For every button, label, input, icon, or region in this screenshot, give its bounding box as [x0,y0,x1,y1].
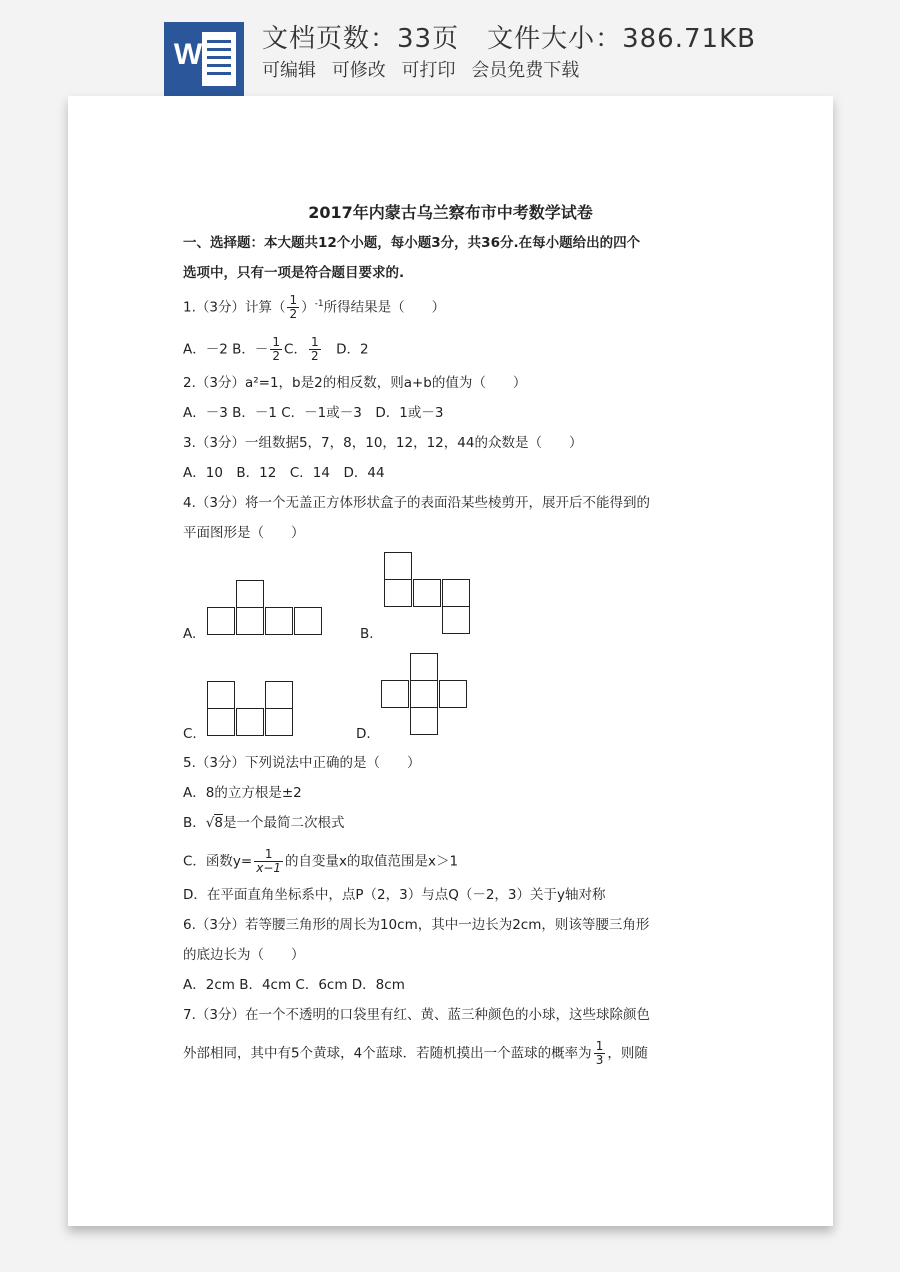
header [0,0,900,96]
question-4-line2: 平面图形是（ ） [183,525,305,541]
question-3-options: A．10 B．12 C．14 D．44 [183,465,385,481]
question-7-line2: 外部相同，其中有5个黄球，4个蓝球．若随机摸出一个蓝球的概率为 $\frac{1}{3}$ ，则随 [183,1039,648,1067]
file-size: 文件大小：386.71KB [487,24,756,54]
figure-d-label: D. [356,726,371,742]
document-lines-icon [202,32,236,86]
figure-a-label: A. [183,626,197,642]
feature-list [262,56,589,82]
feature-modifiable: 可修改 [331,60,386,81]
probability-fraction: $\frac{1}{3}$ [595,1039,604,1067]
question-2-options: A．－3 B．－1 C．－1或－3 D．1或－3 [183,405,444,421]
feature-editable: 可编辑 [262,60,316,81]
file-info [262,18,756,55]
function-fraction: $\frac{1}{x-1}$ [256,847,282,875]
figure-b-label: B. [360,626,374,642]
question-5: 5.（3分）下列说法中正确的是（ ） [183,755,421,771]
section-heading-line1: 一、选择题：本大题共12个小题，每小题3分，共36分.在每小题给出的四个 [183,235,641,251]
question-6-options: A．2cm B．4cm C．6cm D．8cm [183,977,405,993]
question-1: 1.（3分）计算（ $\frac{1}{2}$ ）$^{-1}$所得结果是（ ） [183,293,446,321]
question-6-line2: 的底边长为（ ） [183,947,305,963]
question-3: 3.（3分）一组数据5，7，8，10，12，12，44的众数是（ ） [183,435,583,451]
word-letter: W [173,38,203,71]
question-5-option-b: B．√8是一个最简二次根式 [183,815,345,831]
figure-c-label: C. [183,726,197,742]
question-2: 2.（3分）a²=1，b是2的相反数，则a+b的值为（ ） [183,375,527,391]
word-icon [164,22,244,96]
option-b-fraction: $\frac{1}{2}$ [272,335,281,363]
question-6-line1: 6.（3分）若等腰三角形的周长为10cm，其中一边长为2cm，则该等腰三角形 [183,917,650,933]
question-4-line1: 4.（3分）将一个无盖正方体形状盒子的表面沿某些棱剪开，展开后不能得到的 [183,495,650,511]
question-1-options: A．－2 B．－ $\frac{1}{2}$ C． $\frac{1}{2}$ D．2 [183,335,369,363]
page-title: 2017年内蒙古乌兰察布市中考数学试卷 [308,203,593,222]
feature-printable: 可打印 [401,60,456,81]
option-c-fraction: $\frac{1}{2}$ [310,335,319,363]
question-5-option-d: D．在平面直角坐标系中，点P（2，3）与点Q（－2，3）关于y轴对称 [183,887,606,903]
feature-free-download: 会员免费下载 [471,60,580,81]
fraction-half: $\frac{1}{2}$ [289,293,298,321]
question-7-line1: 7.（3分）在一个不透明的口袋里有红、黄、蓝三种颜色的小球，这些球除颜色 [183,1007,650,1023]
question-5-option-a: A．8的立方根是±2 [183,785,302,801]
section-heading-line2: 选项中，只有一项是符合题目要求的. [183,265,405,281]
question-5-option-c: C．函数y= $\frac{1}{x-1}$ 的自变量x的取值范围是x＞1 [183,847,459,875]
page-count: 文档页数：33页 [262,24,460,54]
document-page [68,96,833,1226]
